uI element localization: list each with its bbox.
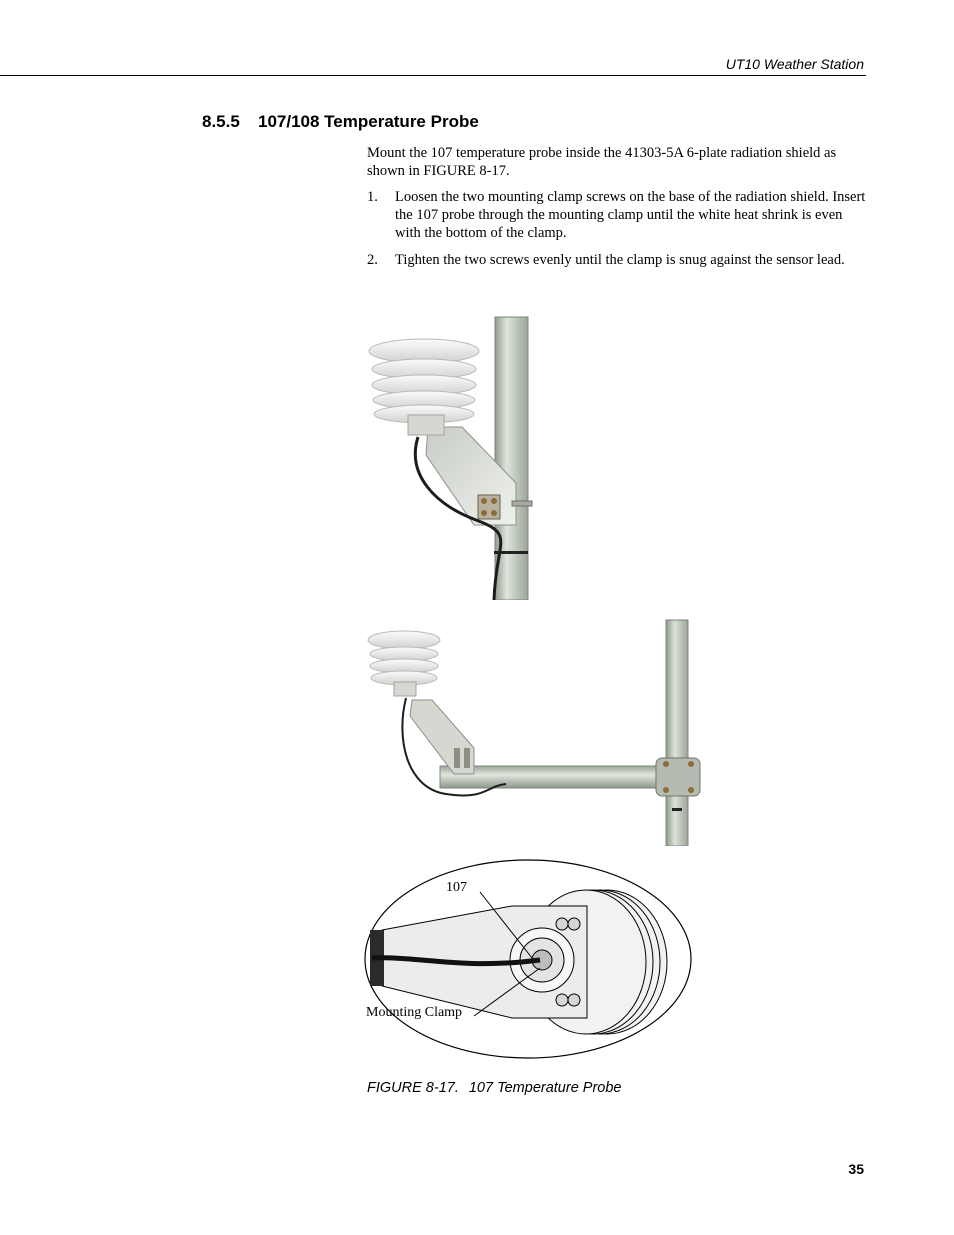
shield-on-crossarm-photo [366,618,726,846]
step-marker: 2. [367,252,378,268]
section-number: 8.5.5 [202,112,240,131]
clamp-detail-diagram [362,858,697,1063]
clamp-callout-label: Mounting Clamp [366,1005,463,1020]
probe-callout-label: 107 [446,880,467,895]
step-text: Loosen the two mounting clamp screws on the base of the radiation shield. Insert the 107 probe through the mounting clamp until the white heat shrink is even with the bottom of the clamp. [395,189,866,241]
page-number: 35 [848,1161,864,1177]
running-header: UT10 Weather Station [725,56,864,72]
section-heading [202,112,479,132]
list-item [367,251,867,269]
header-rule [0,75,866,76]
list-item [367,188,867,242]
shield-on-pole-photo [366,315,546,600]
intro-paragraph: Mount the 107 temperature probe inside the 41303-5A 6-plate radiation shield as shown in FIGURE 8-17. [367,145,837,179]
step-text: Tighten the two screws evenly until the clamp is snug against the sensor lead. [395,252,845,268]
section-title: 107/108 Temperature Probe [258,112,479,131]
figure-caption [367,1080,621,1096]
step-marker: 1. [367,189,378,205]
steps-list [367,188,867,278]
figure-caption-label: FIGURE 8-17. [367,1080,459,1096]
figure-caption-text: 107 Temperature Probe [468,1080,622,1096]
